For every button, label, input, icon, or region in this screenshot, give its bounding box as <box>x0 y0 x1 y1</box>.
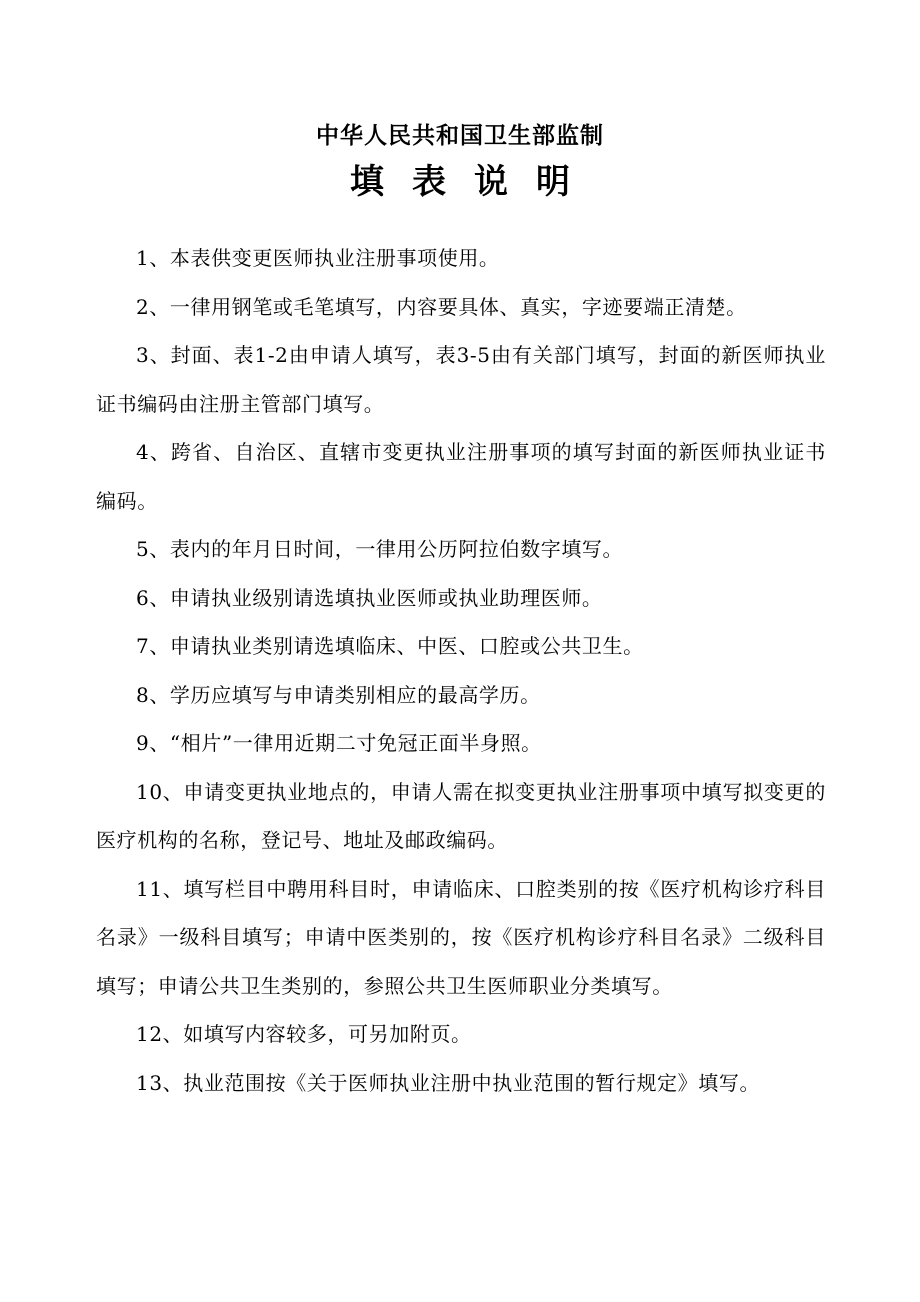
instruction-item: 9、“相片”一律用近期二寸免冠正面半身照。 <box>136 731 542 755</box>
instruction-item: 11、填写栏目中聘用科目时，申请临床、口腔类别的按《医疗机构诊疗科目名录》一级科目填写；申请中医类别的，按《医疗机构诊疗科目名录》二级科目填写；申请公共卫生类别的，参照公共卫生医师职业分类填写。 <box>96 876 826 998</box>
instruction-item: 5、表内的年月日时间，一律用公历阿拉伯数字填写。 <box>136 537 624 561</box>
instruction-item: 3、封面、表1-2由申请人填写，表3-5由有关部门填写，封面的新医师执业证书编码由注册主管部门填写。 <box>96 343 826 416</box>
instruction-item: 12、如填写内容较多，可另加附页。 <box>136 1022 472 1046</box>
instruction-item: 13、执业范围按《关于医师执业注册中执业范围的暂行规定》填写。 <box>136 1070 761 1095</box>
instruction-item: 10、申请变更执业地点的，申请人需在拟变更执业注册事项中填写拟变更的医疗机构的名称，登记号、地址及邮政编码。 <box>96 779 826 852</box>
instruction-item: 1、本表供变更医师执业注册事项使用。 <box>136 246 500 270</box>
instruction-item: 7、申请执业类别请选填临床、中医、口腔或公共卫生。 <box>136 634 644 658</box>
issuer-line: 中华人民共和国卫生部监制 <box>316 122 604 149</box>
instruction-item: 8、学历应填写与申请类别相应的最高学历。 <box>136 682 541 707</box>
instruction-item: 2、一律用钢笔或毛笔填写，内容要具体、真实，字迹要端正清楚。 <box>136 294 747 319</box>
instruction-item: 4、跨省、自治区、直辖市变更执业注册事项的填写封面的新医师执业证书编码。 <box>96 440 826 513</box>
instruction-item: 6、申请执业级别请选填执业医师或执业助理医师。 <box>136 585 603 610</box>
instruction-list <box>96 234 826 1107</box>
page-title: 填表说明 <box>350 162 598 202</box>
